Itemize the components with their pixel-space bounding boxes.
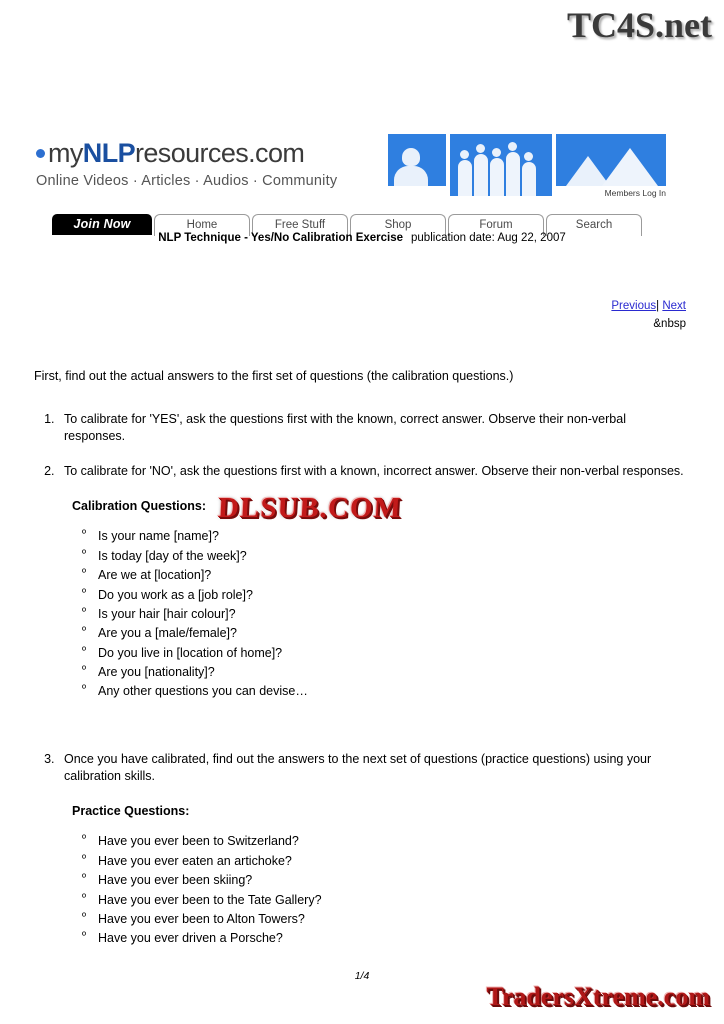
person-head-shape <box>402 148 420 166</box>
group-figure <box>458 160 472 196</box>
list-item: º Have you ever been to Switzerland? <box>82 833 690 850</box>
group-figure <box>506 152 520 196</box>
document-body <box>34 368 690 965</box>
group-head <box>524 152 533 161</box>
previous-link[interactable]: Previous <box>611 300 657 312</box>
list-item: º Are you a [male/female]? <box>82 625 690 642</box>
calibration-questions-list <box>82 528 690 700</box>
members-login-link[interactable]: Members Log In <box>604 188 666 198</box>
list-item: º Have you ever been to Alton Towers? <box>82 911 690 928</box>
list-item: º Have you ever been skiing? <box>82 872 690 889</box>
list-item: º Is your name [name]? <box>82 528 690 545</box>
logo-my: my <box>48 138 83 168</box>
spacer <box>64 703 690 733</box>
nav-item-forum[interactable]: Forum <box>448 214 544 236</box>
dlsub-watermark: DLSUB.COM <box>217 492 403 524</box>
logo-rest: resources.com <box>135 138 305 168</box>
nav-item-home[interactable]: Home <box>154 214 250 236</box>
list-item: º Have you ever driven a Porsche? <box>82 930 690 947</box>
header-divider <box>36 250 688 251</box>
publication-date: publication date: Aug 22, 2007 <box>411 232 566 244</box>
header-image-landscape <box>556 134 666 186</box>
nav-item-shop[interactable]: Shop <box>350 214 446 236</box>
tc4s-watermark: TC4S.net <box>566 5 712 45</box>
list-item: º Do you work as a [job role]? <box>82 587 690 604</box>
join-now-button[interactable]: Join Now <box>52 214 152 235</box>
header-image-group <box>450 134 552 196</box>
nbsp-text: &nbsp <box>653 318 686 330</box>
list-item: º Have you ever eaten an artichoke? <box>82 853 690 870</box>
step-text: To calibrate for 'NO', ask the questions first with a known, incorrect answer. Observe their non-verbal responses. <box>64 463 684 478</box>
nav-item-search[interactable]: Search <box>546 214 642 236</box>
logo-tagline: Online Videos · Articles · Audios · Community <box>36 173 338 189</box>
logo-wordmark <box>36 138 376 169</box>
landscape-shape <box>602 148 658 186</box>
group-head <box>460 150 469 159</box>
group-head <box>492 148 501 157</box>
tradersxtreme-watermark: TradersXtreme.com <box>486 982 710 1011</box>
site-logo[interactable] <box>36 138 376 189</box>
group-figure <box>490 158 504 196</box>
list-item: º Do you live in [location of home]? <box>82 645 690 662</box>
list-item: º Is your hair [hair colour]? <box>82 606 690 623</box>
list-item: 1. To calibrate for 'YES', ask the questions first with the known, correct answer. Observe their non-verbal responses. <box>58 411 690 445</box>
logo-dot-icon <box>36 149 45 158</box>
practice-questions-list <box>82 833 690 947</box>
pager <box>611 300 686 312</box>
pager-separator: | <box>656 300 660 312</box>
document-title-line <box>0 232 724 244</box>
next-link[interactable]: Next <box>662 300 686 312</box>
page-title: NLP Technique - Yes/No Calibration Exercise <box>158 232 404 244</box>
list-item <box>58 751 690 947</box>
group-head <box>508 142 517 151</box>
list-item: º Is today [day of the week]? <box>82 548 690 565</box>
calibration-questions-heading: Calibration Questions: <box>72 498 207 513</box>
page-number: 1/4 <box>354 970 370 982</box>
step-text: Once you have calibrated, find out the answers to the next set of questions (practice questions) using your calibration skills. <box>64 751 652 783</box>
person-body-shape <box>394 166 428 186</box>
list-item: º Are we at [location]? <box>82 567 690 584</box>
list-item: º Have you ever been to the Tate Gallery? <box>82 892 690 909</box>
list-item: º Any other questions you can devise… <box>82 683 690 700</box>
group-figure <box>522 162 536 196</box>
header-image-person <box>388 134 446 186</box>
list-item: º Are you [nationality]? <box>82 664 690 681</box>
intro-paragraph: First, find out the actual answers to the first set of questions (the calibration questions.) <box>34 369 514 383</box>
logo-nlp: NLP <box>82 138 135 168</box>
group-figure <box>474 154 488 196</box>
group-head <box>476 144 485 153</box>
practice-questions-heading: Practice Questions: <box>72 803 190 818</box>
nav-item-free-stuff[interactable]: Free Stuff <box>252 214 348 236</box>
